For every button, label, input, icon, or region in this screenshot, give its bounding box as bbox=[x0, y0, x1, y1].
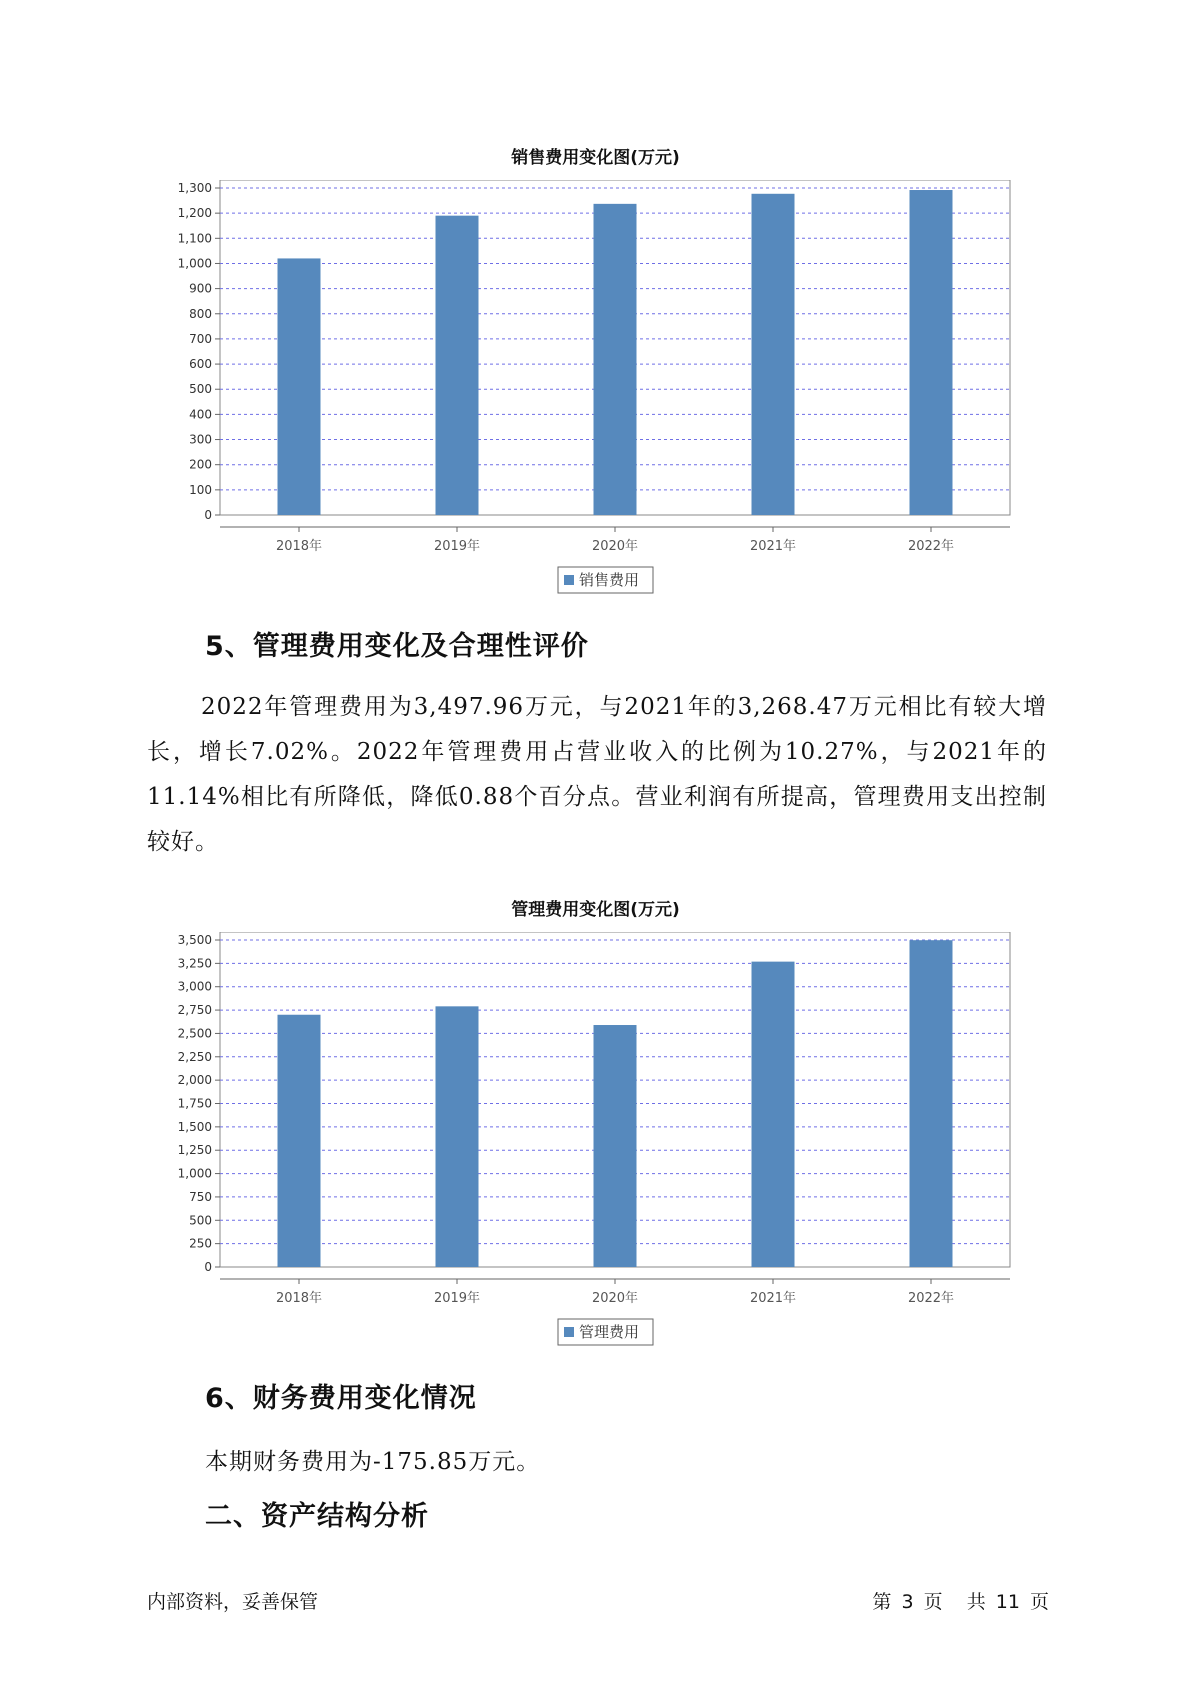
chart1-ytick-label: 600 bbox=[189, 357, 212, 372]
chart1-ytick-label: 200 bbox=[189, 457, 212, 472]
section5-paragraph: 2022年管理费用为3,497.96万元，与2021年的3,268.47万元相比有较大增长，增长7.02%。2022年管理费用占营业收入的比例为10.27%，与2021年的11.14%相比有所降低，降低0.88个百分点。营业利润有所提高，管理费用支出控制较好。 bbox=[147, 694, 1047, 855]
chart1-ytick-label: 100 bbox=[189, 482, 212, 497]
footer-confidential: 内部资料，妥善保管 bbox=[147, 1591, 319, 1613]
chart1-ytick-label: 800 bbox=[189, 306, 212, 321]
section5-heading: 5、管理费用变化及合理性评价 bbox=[205, 631, 589, 662]
chart1-ytick-label: 700 bbox=[189, 331, 212, 346]
chart1-bar bbox=[594, 204, 637, 515]
chart1-ytick-label: 300 bbox=[189, 432, 212, 447]
section6-text: 本期财务费用为-175.85万元。 bbox=[205, 1449, 541, 1475]
chart2-ytick-label: 3,000 bbox=[177, 979, 212, 994]
chart2-xtick-label: 2021年 bbox=[749, 1291, 797, 1306]
chart2-xtick-label: 2022年 bbox=[907, 1291, 955, 1306]
footer-page-info bbox=[868, 1587, 1049, 1614]
chart2-ytick-label: 500 bbox=[189, 1213, 212, 1228]
chart2-title: 管理费用变化图(万元) bbox=[511, 900, 680, 920]
chart2-bar bbox=[752, 962, 795, 1267]
chart2-ytick-label: 2,750 bbox=[177, 1003, 212, 1018]
admin-expense-chart bbox=[0, 932, 1191, 1352]
chart2-ytick-label: 0 bbox=[204, 1260, 212, 1274]
chart1-ytick-label: 900 bbox=[189, 281, 212, 296]
chart2-ytick-label: 750 bbox=[189, 1189, 212, 1204]
chart1-ytick-label: 1,000 bbox=[177, 256, 212, 271]
chart1-bar bbox=[752, 194, 795, 515]
chart2-xtick-label: 2018年 bbox=[275, 1291, 323, 1306]
chart1-legend-swatch bbox=[564, 575, 574, 585]
chart2-ytick-label: 2,000 bbox=[177, 1073, 212, 1088]
chart1-ytick-label: 400 bbox=[189, 407, 212, 422]
chart1-bar bbox=[910, 190, 953, 515]
chart1-bar bbox=[278, 258, 321, 515]
chart2-bar bbox=[910, 940, 953, 1267]
chart2-ytick-label: 3,500 bbox=[177, 933, 212, 947]
chart2-ytick-label: 250 bbox=[189, 1236, 212, 1251]
chart2-ytick-label: 2,500 bbox=[177, 1026, 212, 1041]
chart2-ytick-label: 1,250 bbox=[177, 1143, 212, 1158]
section-two-heading: 二、资产结构分析 bbox=[205, 1501, 429, 1532]
chart2-ytick-label: 1,750 bbox=[177, 1096, 212, 1111]
chart1-xtick-label: 2021年 bbox=[749, 539, 797, 554]
chart2-legend-swatch bbox=[564, 1327, 574, 1337]
total-number: 11 bbox=[995, 1591, 1020, 1613]
chart1-ytick-label: 1,200 bbox=[177, 206, 212, 221]
chart1-ytick-label: 1,100 bbox=[177, 231, 212, 246]
page-unit: 页 bbox=[923, 1591, 943, 1613]
chart2-bar bbox=[278, 1015, 321, 1267]
total-unit: 页 bbox=[1029, 1591, 1049, 1613]
chart2-legend-label: 管理费用 bbox=[579, 1323, 640, 1341]
chart1-legend-label: 销售费用 bbox=[579, 571, 640, 589]
total-prefix: 共 bbox=[966, 1591, 986, 1613]
chart1-ytick-label: 0 bbox=[204, 508, 212, 522]
chart1-bar bbox=[436, 216, 479, 515]
chart1-xtick-label: 2019年 bbox=[433, 539, 481, 554]
page-prefix: 第 bbox=[872, 1591, 892, 1613]
chart2-ytick-label: 1,000 bbox=[177, 1166, 212, 1181]
chart2-ytick-label: 3,250 bbox=[177, 956, 212, 971]
chart1-title: 销售费用变化图(万元) bbox=[511, 148, 680, 168]
chart1-ytick-label: 500 bbox=[189, 382, 212, 397]
chart1-xtick-label: 2020年 bbox=[591, 539, 639, 554]
chart1-xtick-label: 2018年 bbox=[275, 539, 323, 554]
chart1-xtick-label: 2022年 bbox=[907, 539, 955, 554]
sales-expense-chart bbox=[0, 180, 1191, 600]
section6-heading: 6、财务费用变化情况 bbox=[205, 1383, 477, 1414]
chart2-bar bbox=[594, 1025, 637, 1267]
chart1-ytick-label: 1,300 bbox=[177, 181, 212, 195]
chart2-xtick-label: 2019年 bbox=[433, 1291, 481, 1306]
chart2-ytick-label: 1,500 bbox=[177, 1119, 212, 1134]
chart2-bar bbox=[436, 1006, 479, 1267]
chart2-ytick-label: 2,250 bbox=[177, 1049, 212, 1064]
chart2-xtick-label: 2020年 bbox=[591, 1291, 639, 1306]
page-number: 3 bbox=[901, 1591, 914, 1613]
